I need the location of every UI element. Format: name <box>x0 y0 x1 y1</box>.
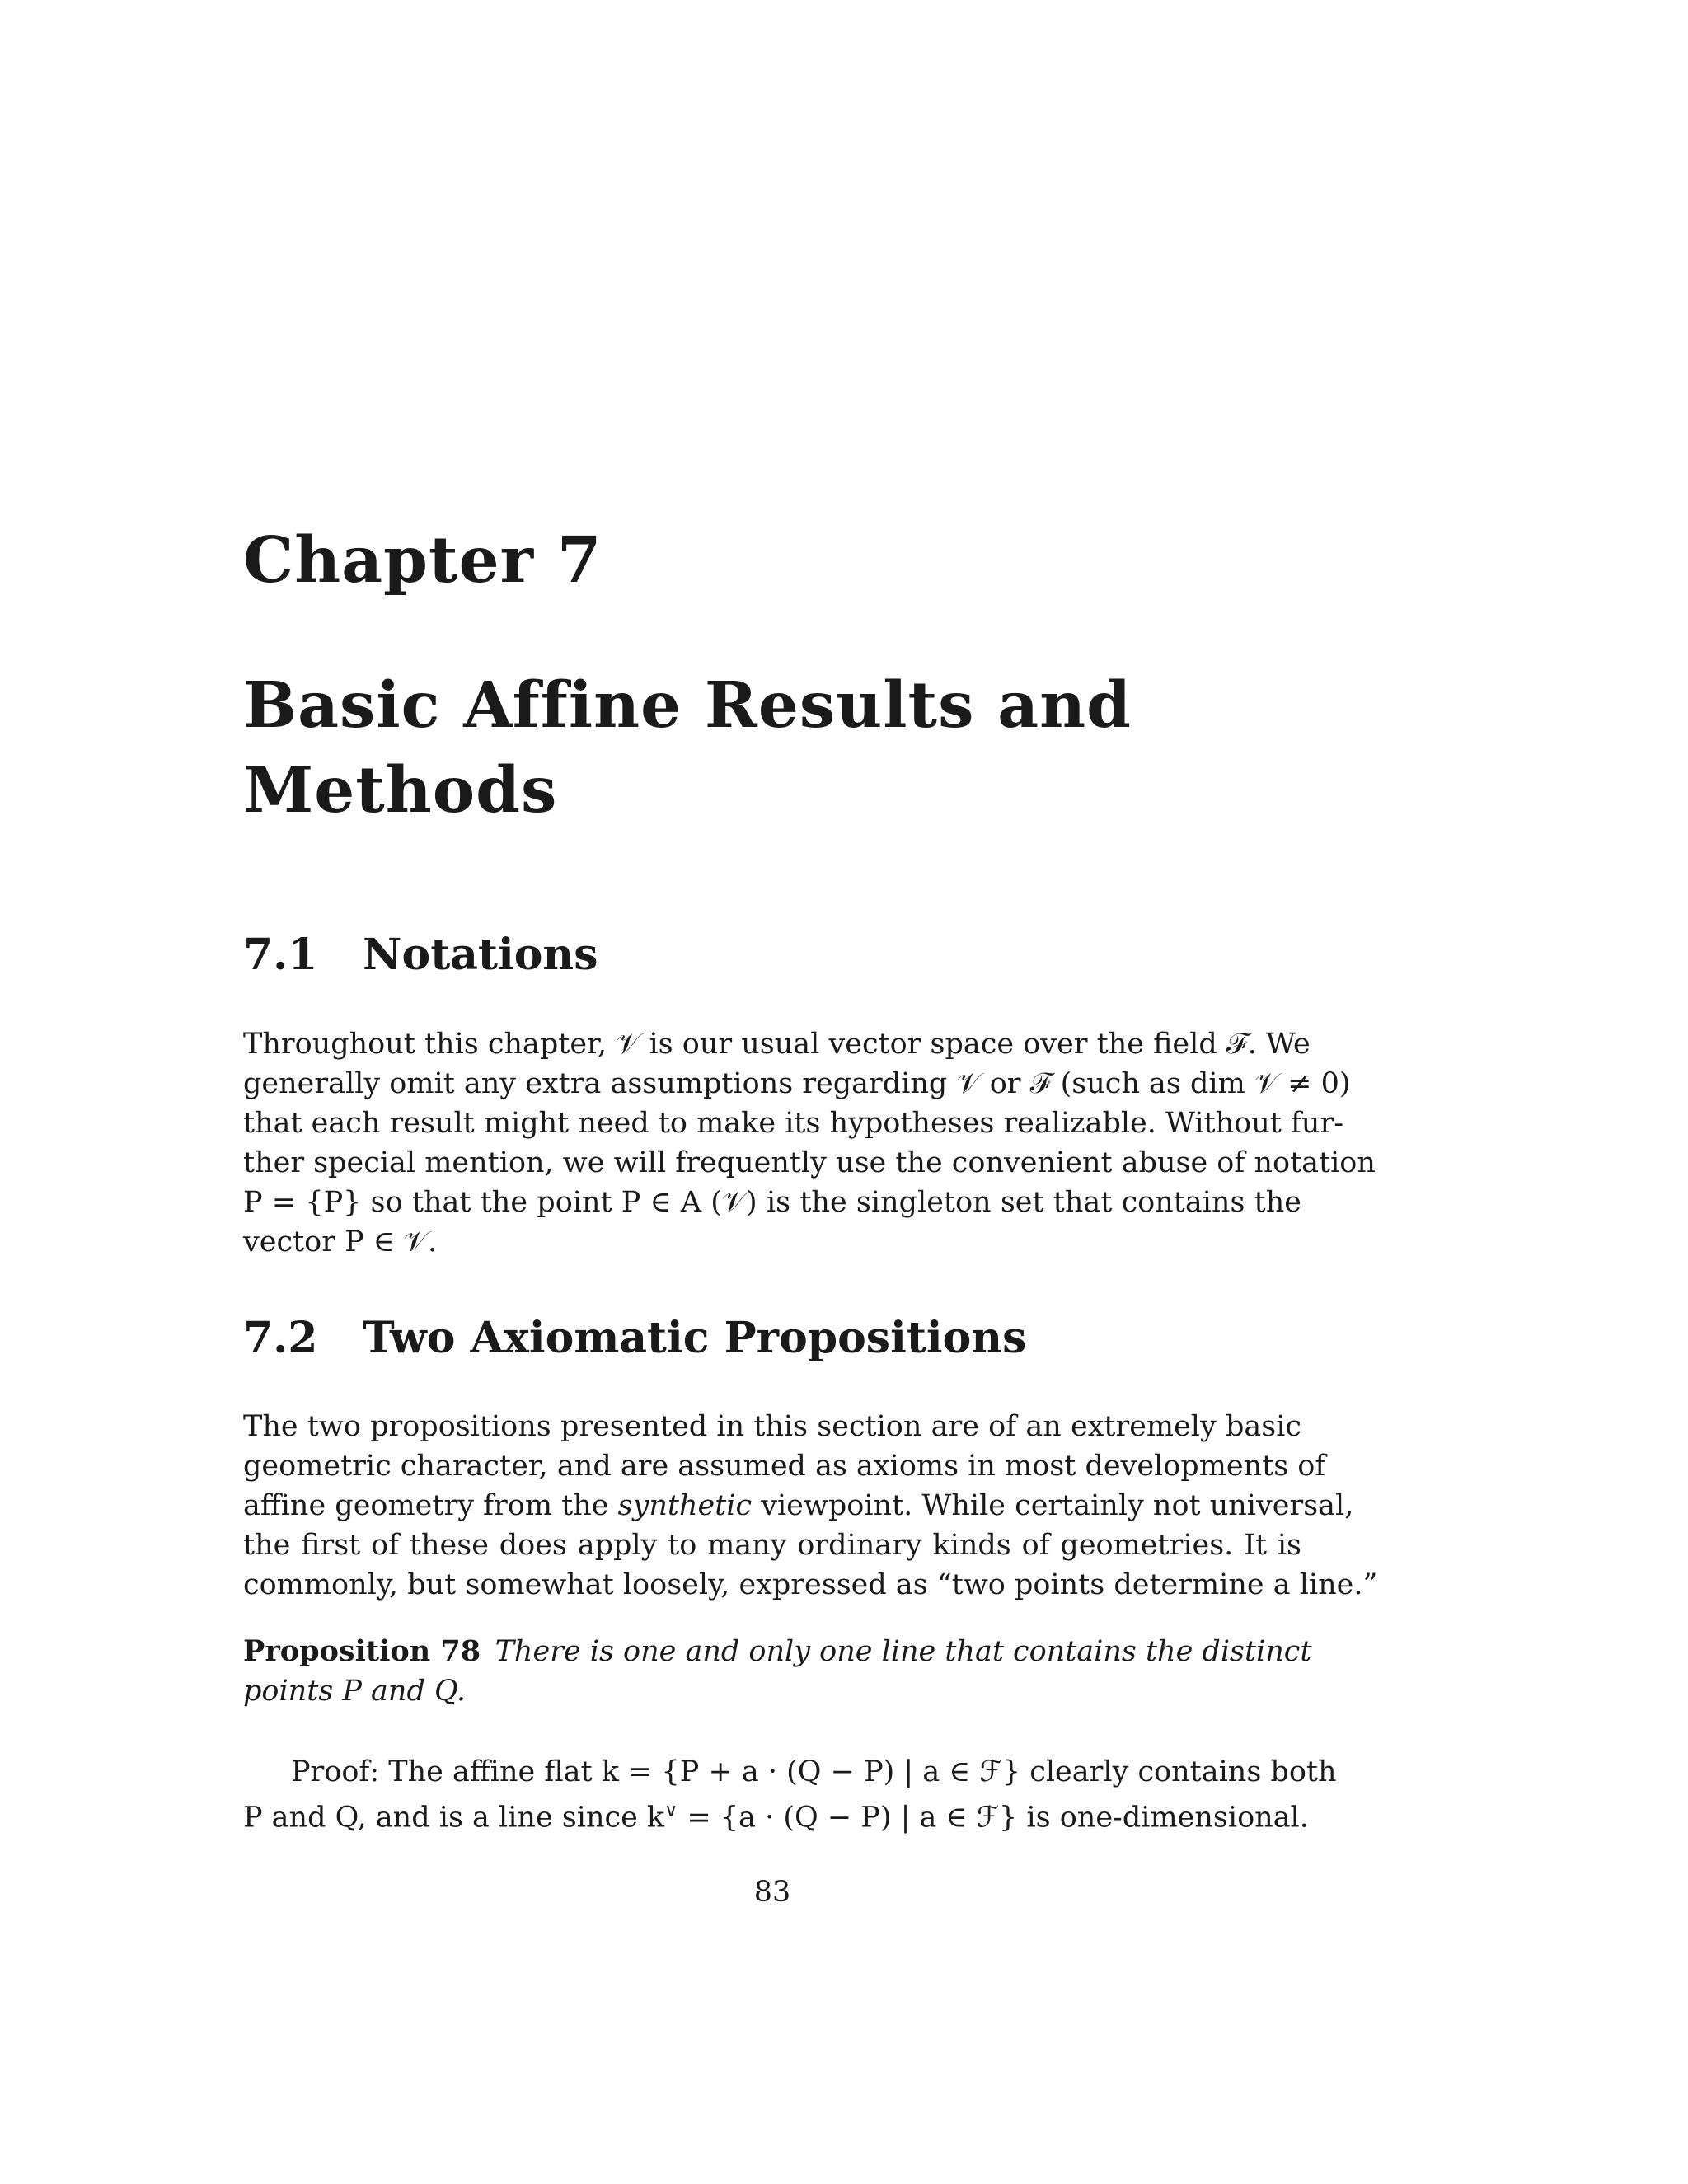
text-span: viewpoint. While certainly not universal, <box>752 1489 1354 1522</box>
paragraph-line: generally omit any extra assumptions regarding 𝒱 or ℱ (such as dim 𝒱 ≠ 0) <box>243 1067 1351 1100</box>
proposition-line-1 <box>243 1632 1312 1671</box>
section-heading-two-axiomatic-propositions <box>243 1313 1027 1363</box>
paragraph-line: vector P ∈ 𝒱. <box>243 1226 438 1258</box>
paragraph-line: geometric character, and are assumed as axioms in most developments of <box>243 1450 1326 1483</box>
paragraph-line: ther special mention, we will frequently use the convenient abuse of notation <box>243 1146 1376 1179</box>
paragraph-line: the first of these does apply to many ordinary kinds of geometries. It is <box>243 1529 1301 1562</box>
page-number: 83 <box>753 1876 791 1909</box>
paragraph-line: P = {P} so that the point P ∈ A (𝒱) is the singleton set that contains the <box>243 1186 1301 1219</box>
proof-line-2 <box>243 1792 1309 1838</box>
section-title: Notations <box>363 930 598 980</box>
chapter-title <box>243 663 1132 833</box>
chapter-label: Chapter 7 <box>243 523 603 598</box>
proposition-line-2: points P and Q. <box>243 1675 467 1708</box>
book-page <box>243 0 1378 2184</box>
paragraph-line: The two propositions presented in this section are of an extremely basic <box>243 1410 1301 1443</box>
chapter-title-line-2: Methods <box>243 753 558 827</box>
section-number: 7.1 <box>243 930 318 980</box>
section-heading-notations <box>243 930 598 980</box>
section-title: Two Axiomatic Propositions <box>363 1313 1027 1363</box>
superscript-vee: ∨ <box>664 1801 678 1821</box>
proof-line-1: Proof: The affine flat k = {P + a · (Q − P) | a ∈ ℱ} clearly contains both <box>291 1755 1337 1788</box>
section-number: 7.2 <box>243 1313 318 1363</box>
proposition-statement: There is one and only one line that contains the distinct <box>495 1635 1312 1668</box>
paragraph-line: that each result might need to make its hypotheses realizable. Without fur- <box>243 1107 1344 1140</box>
text-span: P and Q, and is a line since k <box>243 1801 665 1835</box>
text-span: = {a · (Q − P) | a ∈ ℱ} is one-dimensional. <box>678 1801 1309 1835</box>
chapter-title-line-1: Basic Affine Results and <box>243 668 1132 743</box>
paragraph-line: commonly, but somewhat loosely, expressed as “two points determine a line.” <box>243 1568 1378 1601</box>
text-span: affine geometry from the <box>243 1489 618 1522</box>
paragraph-line <box>243 1486 1354 1526</box>
paragraph-line: Throughout this chapter, 𝒱 is our usual vector space over the field ℱ. We <box>243 1028 1311 1061</box>
emphasis-synthetic: synthetic <box>617 1489 753 1522</box>
proposition-label: Proposition 78 <box>243 1634 481 1668</box>
